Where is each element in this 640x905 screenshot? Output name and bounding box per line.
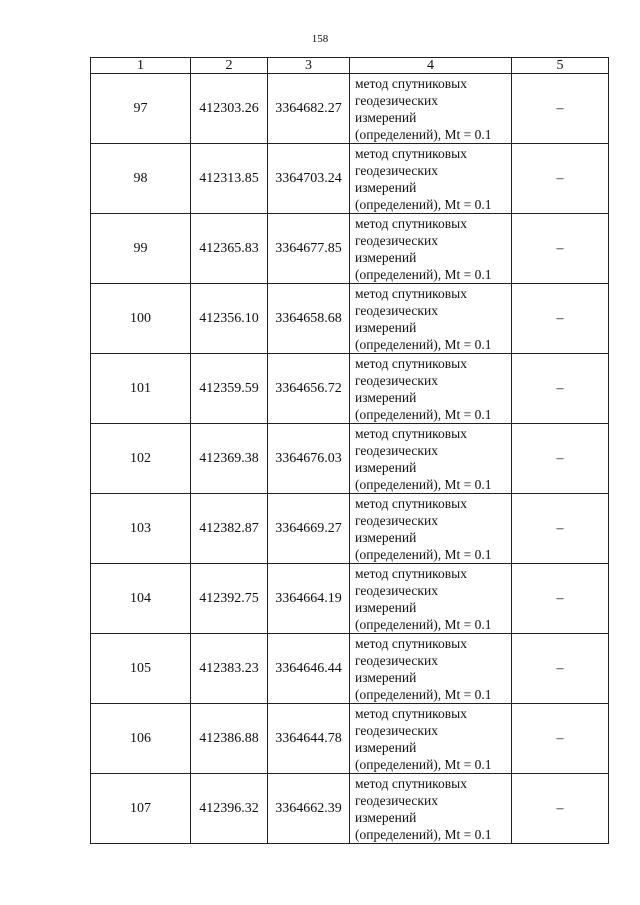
column-header-3: 3 xyxy=(268,58,350,74)
table-row xyxy=(91,634,609,704)
point-number-cell: 103 xyxy=(91,494,191,564)
y-coordinate-cell: 3364658.68 xyxy=(268,284,350,354)
method-line: измерений xyxy=(355,109,417,125)
y-coordinate-cell: 3364662.39 xyxy=(268,774,350,844)
method-line: (определений), Mt = 0.1 xyxy=(355,756,492,772)
table-row xyxy=(91,494,609,564)
method-cell xyxy=(350,424,512,494)
method-cell xyxy=(350,564,512,634)
note-cell: – xyxy=(512,144,609,214)
method-line: (определений), Mt = 0.1 xyxy=(355,826,492,842)
method-line: метод спутниковых xyxy=(355,215,467,231)
y-coordinate-cell: 3364656.72 xyxy=(268,354,350,424)
method-line: измерений xyxy=(355,459,417,475)
method-line: измерений xyxy=(355,249,417,265)
x-coordinate-cell: 412313.85 xyxy=(191,144,268,214)
method-line: метод спутниковых xyxy=(355,565,467,581)
point-number-cell: 97 xyxy=(91,74,191,144)
point-number-cell: 100 xyxy=(91,284,191,354)
y-coordinate-cell: 3364677.85 xyxy=(268,214,350,284)
point-number-cell: 106 xyxy=(91,704,191,774)
method-line: измерений xyxy=(355,599,417,615)
y-coordinate-cell: 3364682.27 xyxy=(268,74,350,144)
table-row xyxy=(91,284,609,354)
method-line: геодезических xyxy=(355,792,438,808)
method-line: метод спутниковых xyxy=(355,495,467,511)
x-coordinate-cell: 412386.88 xyxy=(191,704,268,774)
method-line: геодезических xyxy=(355,232,438,248)
y-coordinate-cell: 3364676.03 xyxy=(268,424,350,494)
method-line: измерений xyxy=(355,669,417,685)
table-header-row xyxy=(91,58,609,74)
point-number-cell: 101 xyxy=(91,354,191,424)
table-row xyxy=(91,74,609,144)
x-coordinate-cell: 412392.75 xyxy=(191,564,268,634)
method-line: метод спутниковых xyxy=(355,635,467,651)
note-cell: – xyxy=(512,704,609,774)
method-line: (определений), Mt = 0.1 xyxy=(355,616,492,632)
method-cell xyxy=(350,704,512,774)
method-line: геодезических xyxy=(355,442,438,458)
note-cell: – xyxy=(512,354,609,424)
note-cell: – xyxy=(512,774,609,844)
method-line: метод спутниковых xyxy=(355,75,467,91)
x-coordinate-cell: 412369.38 xyxy=(191,424,268,494)
method-line: метод спутниковых xyxy=(355,705,467,721)
column-header-1: 1 xyxy=(91,58,191,74)
table-row xyxy=(91,564,609,634)
method-cell xyxy=(350,74,512,144)
method-line: (определений), Mt = 0.1 xyxy=(355,406,492,422)
method-line: измерений xyxy=(355,389,417,405)
method-cell xyxy=(350,354,512,424)
method-line: геодезических xyxy=(355,722,438,738)
table-row xyxy=(91,144,609,214)
method-line: геодезических xyxy=(355,372,438,388)
method-line: (определений), Mt = 0.1 xyxy=(355,546,492,562)
y-coordinate-cell: 3364703.24 xyxy=(268,144,350,214)
note-cell: – xyxy=(512,424,609,494)
method-line: метод спутниковых xyxy=(355,355,467,371)
method-line: измерений xyxy=(355,739,417,755)
method-line: метод спутниковых xyxy=(355,425,467,441)
point-number-cell: 102 xyxy=(91,424,191,494)
x-coordinate-cell: 412303.26 xyxy=(191,74,268,144)
point-number-cell: 104 xyxy=(91,564,191,634)
method-line: измерений xyxy=(355,179,417,195)
method-cell xyxy=(350,214,512,284)
y-coordinate-cell: 3364664.19 xyxy=(268,564,350,634)
method-line: (определений), Mt = 0.1 xyxy=(355,686,492,702)
note-cell: – xyxy=(512,634,609,704)
page-number: 158 xyxy=(311,33,329,45)
method-line: (определений), Mt = 0.1 xyxy=(355,196,492,212)
x-coordinate-cell: 412383.23 xyxy=(191,634,268,704)
column-header-4: 4 xyxy=(350,58,512,74)
point-number-cell: 99 xyxy=(91,214,191,284)
note-cell: – xyxy=(512,284,609,354)
method-line: геодезических xyxy=(355,582,438,598)
method-line: (определений), Mt = 0.1 xyxy=(355,336,492,352)
table-row xyxy=(91,774,609,844)
coordinates-table xyxy=(90,57,609,844)
table-row xyxy=(91,704,609,774)
method-line: геодезических xyxy=(355,162,438,178)
method-line: метод спутниковых xyxy=(355,775,467,791)
method-line: геодезических xyxy=(355,302,438,318)
note-cell: – xyxy=(512,494,609,564)
table-row xyxy=(91,214,609,284)
table-row xyxy=(91,424,609,494)
column-header-5: 5 xyxy=(512,58,609,74)
method-cell xyxy=(350,144,512,214)
method-line: геодезических xyxy=(355,512,438,528)
method-line: измерений xyxy=(355,809,417,825)
x-coordinate-cell: 412359.59 xyxy=(191,354,268,424)
note-cell: – xyxy=(512,74,609,144)
y-coordinate-cell: 3364646.44 xyxy=(268,634,350,704)
method-line: измерений xyxy=(355,529,417,545)
x-coordinate-cell: 412396.32 xyxy=(191,774,268,844)
x-coordinate-cell: 412365.83 xyxy=(191,214,268,284)
column-header-2: 2 xyxy=(191,58,268,74)
y-coordinate-cell: 3364644.78 xyxy=(268,704,350,774)
table-body xyxy=(91,74,609,844)
x-coordinate-cell: 412382.87 xyxy=(191,494,268,564)
method-line: (определений), Mt = 0.1 xyxy=(355,126,492,142)
note-cell: – xyxy=(512,564,609,634)
method-line: метод спутниковых xyxy=(355,285,467,301)
point-number-cell: 98 xyxy=(91,144,191,214)
point-number-cell: 107 xyxy=(91,774,191,844)
method-line: (определений), Mt = 0.1 xyxy=(355,266,492,282)
method-line: измерений xyxy=(355,319,417,335)
method-line: метод спутниковых xyxy=(355,145,467,161)
point-number-cell: 105 xyxy=(91,634,191,704)
method-cell xyxy=(350,774,512,844)
y-coordinate-cell: 3364669.27 xyxy=(268,494,350,564)
method-cell xyxy=(350,284,512,354)
method-cell xyxy=(350,634,512,704)
note-cell: – xyxy=(512,214,609,284)
method-line: (определений), Mt = 0.1 xyxy=(355,476,492,492)
method-cell xyxy=(350,494,512,564)
x-coordinate-cell: 412356.10 xyxy=(191,284,268,354)
method-line: геодезических xyxy=(355,652,438,668)
table-row xyxy=(91,354,609,424)
method-line: геодезических xyxy=(355,92,438,108)
